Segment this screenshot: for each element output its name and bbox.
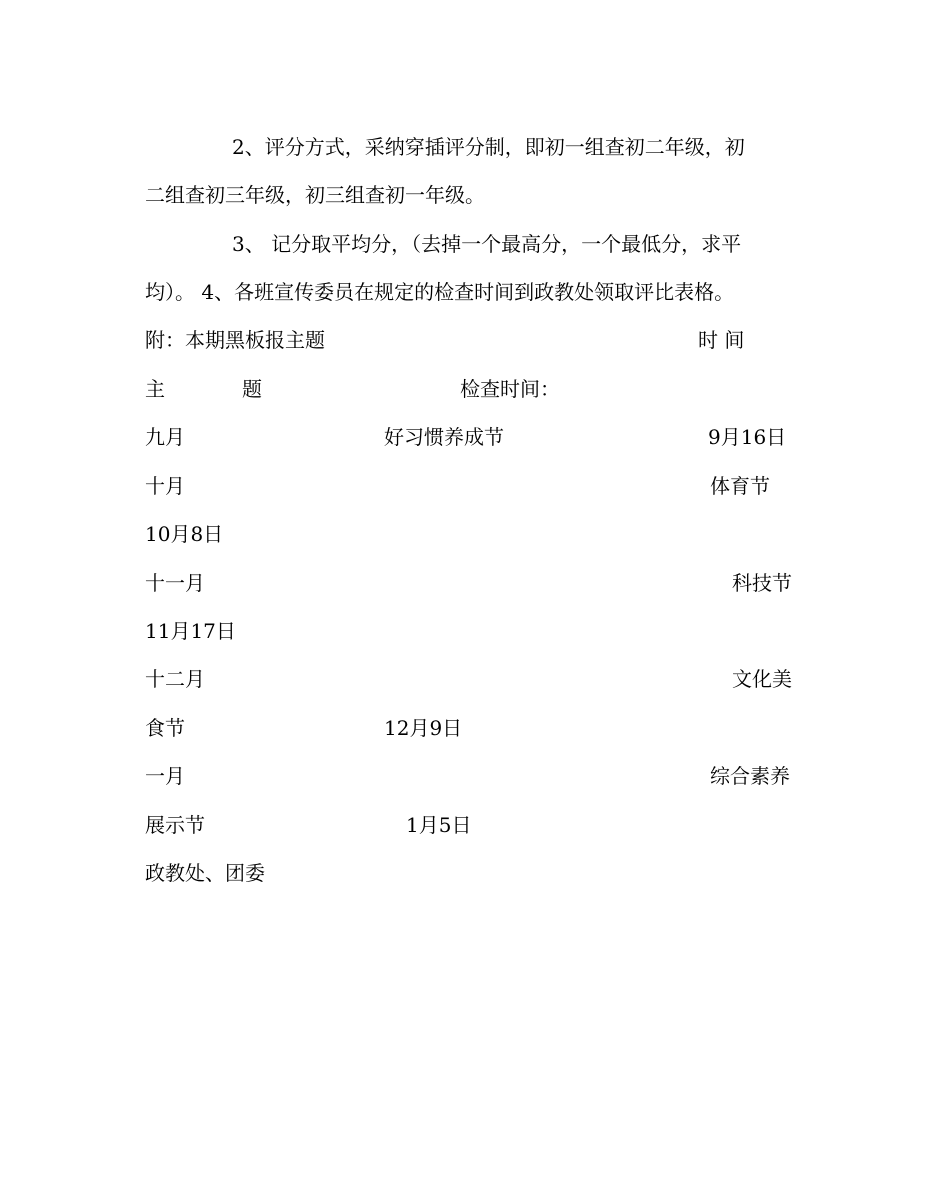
schedule-month-oct: 十月 <box>145 474 185 498</box>
header-check-time: 检查时间： <box>460 377 560 401</box>
schedule-month-nov: 十一月 <box>145 571 205 595</box>
schedule-theme-nov: 科技节 <box>732 571 792 595</box>
schedule-date-sep: 9月16日 <box>708 425 787 449</box>
schedule-date-oct: 10月8日 <box>145 522 224 546</box>
schedule-theme-oct: 体育节 <box>710 474 770 498</box>
schedule-theme-jan-part1: 综合素养 <box>710 764 790 788</box>
appendix-title: 附：本期黑板报主题 <box>145 328 325 352</box>
schedule-theme-sep: 好习惯养成节 <box>384 425 504 449</box>
schedule-theme-dec-part2: 食节 <box>145 716 185 740</box>
header-ti: 题 <box>242 377 262 401</box>
schedule-month-jan: 一月 <box>145 764 185 788</box>
schedule-month-sep: 九月 <box>145 425 185 449</box>
schedule-date-dec: 12月9日 <box>384 716 463 740</box>
paragraph-3-line-1: 3、 记分取平均分，（去掉一个最高分，一个最低分，求平 <box>232 232 742 256</box>
schedule-date-jan: 1月5日 <box>406 813 472 837</box>
schedule-month-dec: 十二月 <box>145 667 205 691</box>
paragraph-3-line-2: 均）。 4、各班宣传委员在规定的检查时间到政教处领取评比表格。 <box>145 280 735 304</box>
schedule-theme-jan-part2: 展示节 <box>145 813 205 837</box>
paragraph-2-line-1: 2、评分方式，采纳穿插评分制，即初一组查初二年级，初 <box>232 135 745 159</box>
signature: 政教处、团委 <box>145 861 265 885</box>
schedule-date-nov: 11月17日 <box>145 619 236 643</box>
appendix-time-label: 时 间 <box>698 328 745 352</box>
schedule-theme-dec-part1: 文化美 <box>732 667 792 691</box>
paragraph-2-line-2: 二组查初三年级，初三组查初一年级。 <box>145 183 485 207</box>
header-zhu: 主 <box>145 377 165 401</box>
